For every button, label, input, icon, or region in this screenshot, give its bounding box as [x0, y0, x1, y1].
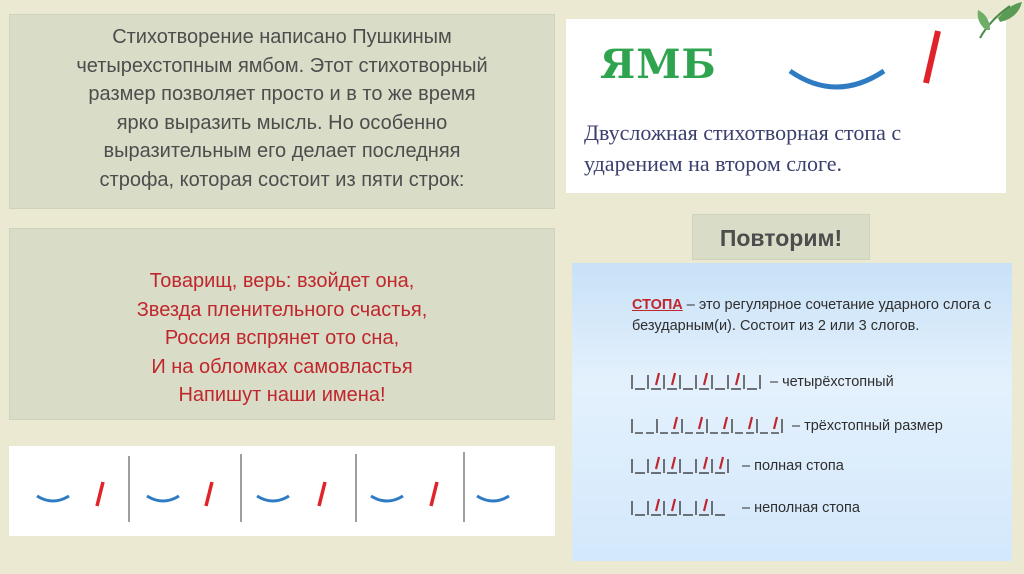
unstressed-arc-icon — [477, 496, 509, 501]
poem-stanza-panel — [9, 228, 555, 420]
pattern-label-4: – неполная стопа — [742, 500, 860, 516]
foot-patterns-graphic — [572, 263, 1012, 561]
foot-2 — [147, 482, 212, 506]
intro-text-panel — [9, 14, 555, 209]
iamb-definition-text: Двусложная стихотворная стопа с ударением на втором слоге. — [584, 120, 902, 176]
stress-mark-icon — [926, 31, 938, 83]
iamb-title: ЯМБ — [600, 41, 717, 88]
foot-1 — [37, 482, 103, 506]
intro-line: четырехстопным ямбом. Этот стихотворный — [76, 54, 488, 77]
pattern-row-3 — [632, 459, 728, 473]
unstressed-arc-icon — [37, 496, 69, 501]
intro-line: строфа, которая состоит из пяти строк: — [99, 168, 465, 191]
intro-line: Стихотворение написано Пушкиным — [112, 26, 452, 48]
leaf-decoration-icon — [970, 0, 1024, 40]
poem-line: Звезда пленительного счастья, — [136, 298, 428, 321]
pattern-row-1 — [632, 375, 760, 389]
poem-line: И на обломках самовластья — [151, 355, 413, 378]
unstressed-arc-icon — [371, 496, 403, 501]
poem-line: Напишут наши имена! — [178, 384, 386, 406]
iamb-definition-card — [566, 19, 1006, 193]
pattern-label-3: – полная стопа — [742, 458, 844, 474]
foot-term: СТОПА — [632, 297, 683, 313]
foot-3 — [257, 482, 325, 506]
foot-4 — [371, 482, 437, 506]
stress-mark-icon — [97, 482, 103, 506]
poem-line: Товарищ, верь: взойдет она, — [149, 270, 415, 292]
foot-definition-card — [572, 263, 1012, 561]
pattern-label-2: – трёхстопный размер — [792, 418, 943, 434]
iamb-scheme-graphic — [566, 19, 1006, 119]
intro-line: ярко выразить мысль. Но особенно — [116, 111, 448, 134]
meter-scheme-strip — [9, 446, 555, 536]
unstressed-arc-icon — [790, 71, 884, 87]
unstressed-arc-icon — [147, 496, 179, 501]
repeat-label: Повторим! — [692, 214, 870, 260]
intro-line: выразительным его делает последняя — [103, 140, 461, 162]
unstressed-arc-icon — [257, 496, 289, 501]
stress-mark-icon — [319, 482, 325, 506]
pattern-label-1: – четырёхстопный — [770, 374, 894, 390]
stress-mark-icon — [206, 482, 212, 506]
stress-mark-icon — [431, 482, 437, 506]
foot-definition-text: – это регулярное сочетание ударного слога с безударным(и). Состоит из 2 или 3 слогов. — [632, 297, 992, 334]
intro-line: размер позволяет просто и в то же время — [88, 83, 476, 105]
pattern-row-4 — [632, 501, 725, 515]
pattern-row-2 — [632, 419, 782, 433]
poem-line: Россия вспрянет ото сна, — [164, 327, 400, 349]
meter-scheme-graphic — [9, 446, 555, 536]
stress-mark-icon — [656, 373, 659, 385]
